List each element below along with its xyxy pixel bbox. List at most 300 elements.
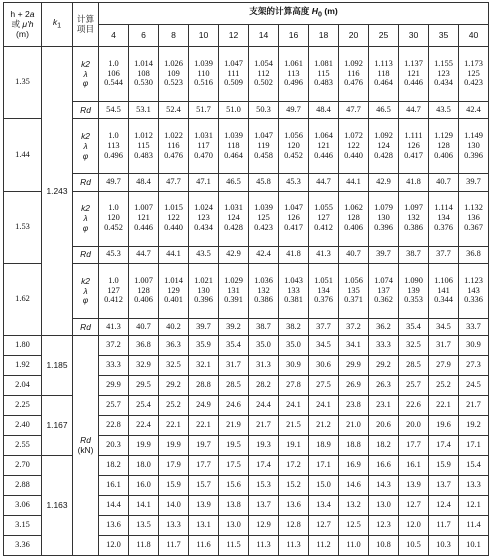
data-cell-stack (249, 263, 279, 318)
value-stack (339, 277, 368, 305)
data-cell-stack (309, 47, 339, 102)
lambda-value: 122 (347, 140, 360, 150)
data-cell-stack (369, 191, 399, 246)
rd-value: 16.1 (99, 475, 129, 495)
rd-value: 22.1 (189, 416, 219, 436)
phi-value: 0.464 (374, 78, 393, 88)
k2-value: 1.026 (164, 58, 183, 68)
rd-value: 21.2 (309, 416, 339, 436)
rd-value: 13.6 (279, 495, 309, 515)
lambda-value: 125 (257, 213, 270, 223)
phi-value: 0.458 (254, 150, 273, 160)
lambda-value: 113 (287, 68, 300, 78)
rd-value: 25.2 (159, 396, 189, 416)
rd-value: 17.4 (429, 436, 459, 456)
k2-value: 1.129 (434, 131, 453, 141)
item-label: Rd (80, 435, 91, 446)
lambda-value: 132 (257, 285, 270, 295)
header-height-cell: 6 (129, 25, 159, 47)
value-stack (219, 132, 248, 160)
lambda-value: 133 (287, 285, 300, 295)
rd-value: 19.9 (159, 436, 189, 456)
value-stack (459, 60, 488, 88)
lambda-value: 143 (467, 285, 480, 295)
rd-value: 45.3 (279, 174, 309, 191)
rd-value: 51.0 (219, 102, 249, 119)
k2-value: 1.114 (434, 203, 453, 213)
rd-value: 15.7 (189, 475, 219, 495)
k2-value: 1.036 (254, 275, 273, 285)
value-stack (459, 277, 488, 305)
lambda-value: 128 (137, 285, 150, 295)
rd-value: 24.5 (459, 376, 489, 396)
lambda-value: 125 (467, 68, 480, 78)
item-label-cell: Rd (73, 174, 99, 191)
k2-value: 1.029 (224, 275, 243, 285)
header-k1-column: $k_1$ (42, 3, 73, 47)
rd-value: 28.5 (399, 356, 429, 376)
header-group-title: 支架的计算高度 $H_0$ (m) (99, 3, 489, 25)
data-cell-stack (459, 263, 489, 318)
phi-value: 0.401 (164, 295, 183, 305)
rd-value: 26.9 (339, 376, 369, 396)
data-cell-stack (249, 47, 279, 102)
phi-value: 0.353 (404, 295, 423, 305)
item-label-stack (73, 132, 98, 160)
lambda-value: 120 (107, 213, 120, 223)
rd-value: 15.0 (309, 475, 339, 495)
item-label: λ (83, 140, 88, 151)
header-height-cell: 30 (399, 25, 429, 47)
lambda-value: 106 (107, 68, 120, 78)
data-cell-stack (399, 263, 429, 318)
k2-value: 1.097 (404, 203, 423, 213)
item-label-cell: Rd (73, 319, 99, 336)
k2-value: 1.062 (344, 203, 363, 213)
rd-value: 13.5 (129, 515, 159, 535)
rd-value: 19.6 (429, 416, 459, 436)
rd-value: 27.5 (309, 376, 339, 396)
value-stack (249, 132, 278, 160)
rd-value: 17.7 (189, 456, 219, 476)
h-value-cell: 1.92 (4, 356, 42, 376)
phi-value: 0.417 (284, 223, 303, 233)
value-stack (369, 132, 398, 160)
phi-value: 0.381 (284, 295, 303, 305)
rd-value: 25.7 (99, 396, 129, 416)
value-stack (459, 132, 488, 160)
phi-value: 0.476 (164, 150, 183, 160)
rd-value: 29.9 (99, 376, 129, 396)
phi-value: 0.406 (344, 223, 363, 233)
item-label: φ (82, 78, 89, 89)
rd-value: 24.6 (219, 396, 249, 416)
rd-value: 11.0 (339, 535, 369, 555)
value-stack (309, 277, 338, 305)
k2-value: 1.043 (284, 275, 303, 285)
k2-value: 1.123 (464, 275, 483, 285)
rd-value: 47.7 (339, 102, 369, 119)
table-row (4, 119, 489, 174)
value-stack (129, 204, 158, 232)
rd-value: 17.9 (159, 456, 189, 476)
rd-value: 43.5 (189, 246, 219, 263)
header-height-cell: 8 (159, 25, 189, 47)
item-label: λ (83, 285, 88, 296)
rd-value: 44.1 (159, 246, 189, 263)
rd-value: 13.4 (309, 495, 339, 515)
phi-value: 0.523 (164, 78, 183, 88)
lambda-value: 109 (167, 68, 180, 78)
item-label-stack (73, 60, 98, 88)
rd-value: 12.0 (99, 535, 129, 555)
k2-value: 1.039 (194, 58, 213, 68)
rd-value: 42.9 (219, 246, 249, 263)
rd-value: 40.7 (129, 319, 159, 336)
rd-value: 10.3 (429, 535, 459, 555)
rd-value: 32.5 (159, 356, 189, 376)
lambda-value: 129 (167, 285, 180, 295)
rd-value: 53.1 (129, 102, 159, 119)
h-value-cell: 2.25 (4, 396, 42, 416)
rd-value: 35.0 (249, 336, 279, 356)
rd-value: 11.6 (189, 535, 219, 555)
rd-value: 37.2 (99, 336, 129, 356)
value-stack (369, 204, 398, 232)
rd-value: 12.4 (429, 495, 459, 515)
k2-value: 1.047 (284, 203, 303, 213)
rd-value: 29.2 (369, 356, 399, 376)
data-cell-stack (159, 263, 189, 318)
rd-value: 15.2 (279, 475, 309, 495)
lambda-value: 112 (257, 68, 270, 78)
value-stack (129, 277, 158, 305)
data-cell-stack (189, 263, 219, 318)
phi-value: 0.367 (464, 223, 483, 233)
k2-value: 1.072 (344, 131, 363, 141)
rd-value: 22.1 (429, 396, 459, 416)
phi-value: 0.386 (254, 295, 273, 305)
data-cell-stack (99, 263, 129, 318)
rd-value: 22.6 (399, 396, 429, 416)
value-stack (159, 204, 188, 232)
h-value-cell: 2.88 (4, 475, 42, 495)
value-stack (399, 132, 428, 160)
value-stack (249, 204, 278, 232)
data-cell-stack (219, 47, 249, 102)
rd-value: 15.3 (249, 475, 279, 495)
rd-value: 13.8 (219, 495, 249, 515)
k2-value: 1.047 (254, 131, 273, 141)
header-height-cell: 18 (309, 25, 339, 47)
rd-value: 33.3 (369, 336, 399, 356)
h-value-cell: 1.80 (4, 336, 42, 356)
rd-value: 16.1 (399, 456, 429, 476)
rd-value: 30.6 (309, 356, 339, 376)
value-stack (129, 132, 158, 160)
rd-value: 18.0 (129, 456, 159, 476)
phi-value: 0.391 (224, 295, 243, 305)
k2-value: 1.081 (314, 58, 333, 68)
data-cell-stack (429, 119, 459, 174)
rd-value: 45.3 (99, 246, 129, 263)
data-cell-stack (399, 191, 429, 246)
k2-value: 1.149 (464, 131, 483, 141)
data-cell-stack (459, 47, 489, 102)
k2-value: 1.047 (224, 58, 243, 68)
rd-value: 50.3 (249, 102, 279, 119)
rd-value: 11.4 (459, 515, 489, 535)
rd-value: 36.8 (459, 246, 489, 263)
data-cell-stack (339, 263, 369, 318)
rd-value: 14.0 (159, 495, 189, 515)
lambda-value: 121 (407, 68, 420, 78)
data-cell-stack (189, 191, 219, 246)
data-cell-stack (429, 263, 459, 318)
lambda-value: 134 (317, 285, 330, 295)
rd-value: 24.9 (189, 396, 219, 416)
phi-value: 0.446 (134, 223, 153, 233)
rd-value: 41.3 (99, 319, 129, 336)
data-cell-stack (129, 191, 159, 246)
lambda-value: 131 (227, 285, 240, 295)
header-height-cell: 35 (429, 25, 459, 47)
lambda-value: 124 (227, 213, 240, 223)
lambda-value: 132 (407, 213, 420, 223)
rd-value: 11.7 (429, 515, 459, 535)
phi-value: 0.362 (374, 295, 393, 305)
phi-value: 0.440 (164, 223, 183, 233)
k2-value: 1.012 (134, 131, 153, 141)
rd-value: 28.2 (249, 376, 279, 396)
value-stack (429, 204, 458, 232)
rd-value: 36.3 (159, 336, 189, 356)
k2-value: 1.137 (404, 58, 423, 68)
value-stack (339, 132, 368, 160)
rd-value: 13.1 (189, 515, 219, 535)
lambda-value: 141 (437, 285, 450, 295)
phi-value: 0.423 (254, 223, 273, 233)
item-label-stack (73, 204, 98, 232)
value-stack (189, 60, 218, 88)
k1-value-cell: 1.185 (42, 336, 73, 396)
k2-value: 1.074 (374, 275, 393, 285)
rd-value: 13.6 (99, 515, 129, 535)
rd-value: 41.3 (309, 246, 339, 263)
item-label-cell (73, 263, 99, 318)
rd-value: 12.5 (339, 515, 369, 535)
rd-value: 11.3 (249, 535, 279, 555)
rd-value: 35.4 (219, 336, 249, 356)
data-cell-stack (219, 191, 249, 246)
rd-value: 42.4 (459, 102, 489, 119)
rd-value: 33.7 (459, 319, 489, 336)
h-value-cell: 1.62 (4, 263, 42, 335)
lambda-value: 127 (107, 285, 120, 295)
rd-value: 21.0 (339, 416, 369, 436)
data-cell-stack (339, 47, 369, 102)
k1-value-cell: 1.167 (42, 396, 73, 456)
rd-value: 48.4 (129, 174, 159, 191)
lambda-value: 108 (137, 68, 150, 78)
table-row (4, 47, 489, 102)
rd-value: 31.7 (429, 336, 459, 356)
data-cell-stack (219, 119, 249, 174)
rd-value: 14.6 (339, 475, 369, 495)
k2-value: 1.024 (194, 203, 213, 213)
item-label-cell (73, 119, 99, 174)
value-stack (369, 60, 398, 88)
k2-value: 1.092 (344, 58, 363, 68)
lambda-value: 120 (287, 140, 300, 150)
h-value-cell: 3.15 (4, 515, 42, 535)
rd-value: 27.3 (459, 356, 489, 376)
phi-value: 0.417 (404, 150, 423, 160)
rd-value: 38.7 (249, 319, 279, 336)
value-stack (429, 132, 458, 160)
rd-value: 12.9 (249, 515, 279, 535)
value-stack (249, 60, 278, 88)
data-cell-stack (129, 263, 159, 318)
data-cell-stack (129, 47, 159, 102)
k2-value: 1.092 (374, 131, 393, 141)
rd-value: 34.5 (429, 319, 459, 336)
rd-value: 24.1 (279, 396, 309, 416)
lambda-value: 126 (407, 140, 420, 150)
value-stack (159, 132, 188, 160)
phi-value: 0.502 (254, 78, 273, 88)
value-stack (399, 60, 428, 88)
rd-value: 39.2 (219, 319, 249, 336)
rd-value: 16.0 (129, 475, 159, 495)
rd-value: 16.6 (369, 456, 399, 476)
rd-value: 13.9 (399, 475, 429, 495)
phi-value: 0.516 (194, 78, 213, 88)
rd-value: 12.7 (309, 515, 339, 535)
value-stack (189, 277, 218, 305)
header-height-cell: 40 (459, 25, 489, 47)
rd-value: 18.2 (99, 456, 129, 476)
h-value-cell: 1.53 (4, 191, 42, 263)
rd-value: 20.0 (399, 416, 429, 436)
lambda-value: 126 (287, 213, 300, 223)
data-cell-stack (129, 119, 159, 174)
item-label: k2 (81, 203, 90, 214)
data-cell-stack (429, 47, 459, 102)
rd-value: 25.7 (399, 376, 429, 396)
rd-value: 38.7 (399, 246, 429, 263)
phi-value: 0.412 (104, 295, 123, 305)
rd-value: 38.2 (279, 319, 309, 336)
k2-value: 1.007 (134, 203, 153, 213)
k2-value: 1.0 (108, 203, 119, 213)
rd-value: 39.7 (459, 174, 489, 191)
rd-value: 44.7 (399, 102, 429, 119)
item-label: φ (82, 150, 89, 161)
k2-value: 1.014 (164, 275, 183, 285)
rd-value: 16.9 (339, 456, 369, 476)
rd-value: 40.2 (159, 319, 189, 336)
h-value-cell: 2.70 (4, 456, 42, 476)
rd-value: 13.0 (369, 495, 399, 515)
phi-value: 0.470 (194, 150, 213, 160)
rd-value: 54.5 (99, 102, 129, 119)
value-stack (339, 204, 368, 232)
header-height-cell: 14 (249, 25, 279, 47)
lambda-value: 124 (377, 140, 390, 150)
header-height-cell: 12 (219, 25, 249, 47)
phi-value: 0.371 (344, 295, 363, 305)
value-stack (189, 132, 218, 160)
rd-value: 21.7 (459, 396, 489, 416)
h-value-cell: 3.06 (4, 495, 42, 515)
rd-value: 13.7 (249, 495, 279, 515)
rd-value: 18.2 (369, 436, 399, 456)
item-label-cell: Rd (73, 102, 99, 119)
rd-value: 12.0 (399, 515, 429, 535)
k2-value: 1.079 (374, 203, 393, 213)
rd-value: 10.5 (399, 535, 429, 555)
table-container (3, 2, 489, 556)
rd-value: 17.1 (309, 456, 339, 476)
header-h-column: h + 2a 或 μ'h (m) (4, 3, 42, 47)
value-stack (99, 132, 128, 160)
rd-value: 39.7 (189, 319, 219, 336)
k2-value: 1.155 (434, 58, 453, 68)
rd-value: 17.2 (279, 456, 309, 476)
rd-value: 11.3 (279, 535, 309, 555)
header-height-cell: 20 (339, 25, 369, 47)
phi-value: 0.530 (134, 78, 153, 88)
rd-value: 35.4 (399, 319, 429, 336)
rd-value: 21.5 (279, 416, 309, 436)
phi-value: 0.446 (404, 78, 423, 88)
k2-value: 1.021 (194, 275, 213, 285)
rd-value: 17.7 (399, 436, 429, 456)
header-item-column: 计算 项目 (73, 3, 99, 47)
data-cell-stack (369, 47, 399, 102)
value-stack (279, 60, 308, 88)
value-stack (279, 132, 308, 160)
lambda-value: 134 (437, 213, 450, 223)
phi-value: 0.544 (104, 78, 123, 88)
value-stack (219, 204, 248, 232)
k2-value: 1.014 (134, 58, 153, 68)
lambda-value: 128 (437, 140, 450, 150)
phi-value: 0.464 (224, 150, 243, 160)
value-stack (99, 60, 128, 88)
rd-value: 44.1 (339, 174, 369, 191)
k2-value: 1.173 (464, 58, 483, 68)
rd-value: 12.8 (279, 515, 309, 535)
rd-value: 27.8 (279, 376, 309, 396)
data-cell-stack (309, 263, 339, 318)
rd-value: 19.9 (129, 436, 159, 456)
rd-value: 36.8 (129, 336, 159, 356)
h-value-cell: 2.40 (4, 416, 42, 436)
item-label-stack (73, 436, 98, 455)
phi-value: 0.496 (104, 150, 123, 160)
data-cell-stack (99, 47, 129, 102)
header-height-cell: 25 (369, 25, 399, 47)
k2-value: 1.051 (314, 275, 333, 285)
value-stack (129, 60, 158, 88)
k2-value: 1.132 (464, 203, 483, 213)
phi-value: 0.412 (314, 223, 333, 233)
rd-value: 13.3 (459, 475, 489, 495)
rd-value: 24.4 (249, 396, 279, 416)
item-label: k2 (81, 275, 90, 286)
